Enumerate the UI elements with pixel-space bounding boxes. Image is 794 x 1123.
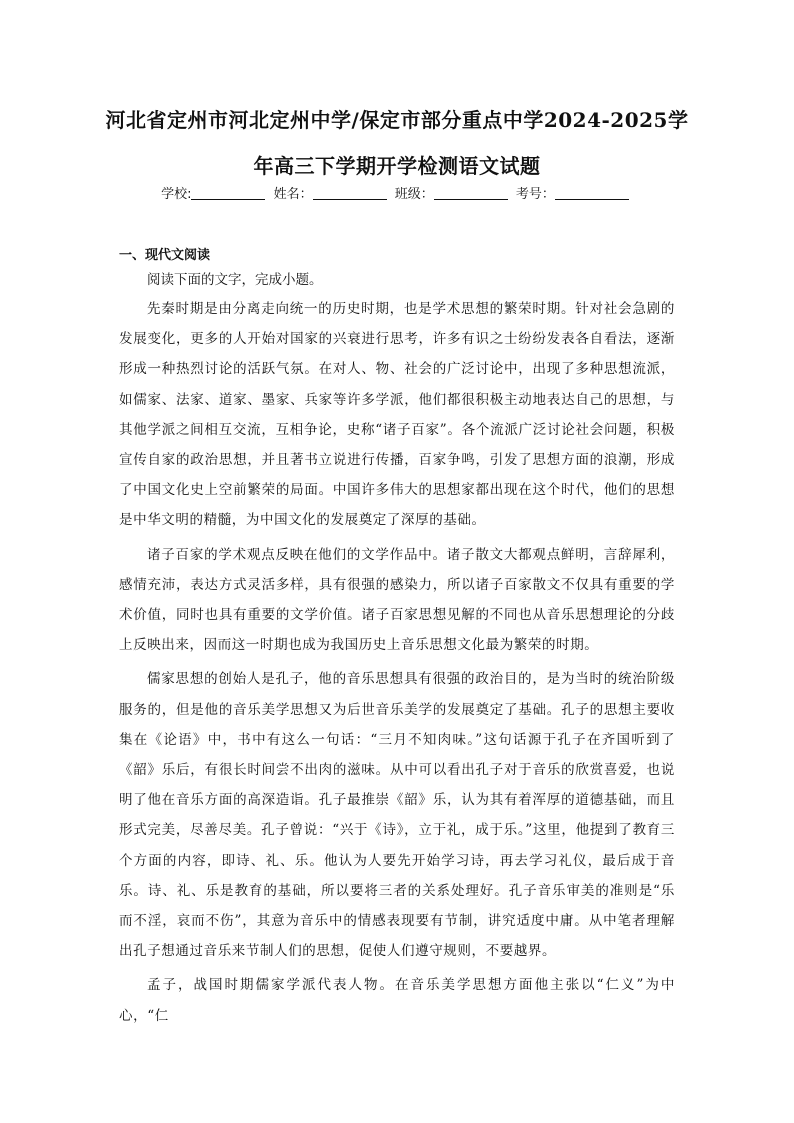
name-label: 姓名： <box>273 187 313 202</box>
name-blank[interactable] <box>313 187 387 200</box>
exam-number-label: 考号： <box>515 187 555 202</box>
passage-paragraph: 孟子，战国时期儒家学派代表人物。在音乐美学思想方面他主张以“仁义”为中心，“仁 <box>119 977 675 1024</box>
school-label: 学校: <box>161 187 192 202</box>
class-label: 班级： <box>394 187 434 202</box>
passage-paragraph: 诸子百家的学术观点反映在他们的文学作品中。诸子散文大都观点鲜明，言辞犀利，感情充沛，表达方式灵活多样，具有很强的感染力，所以诸子百家散文不仅具有重要的学术价值，同时也具有重要的文学价值。诸子百家思想见解的不同也从音乐思想理论的分歧上反映出来，因而这一时期也成为我国历史上音乐思想文化最为繁荣的时期。 <box>119 546 675 654</box>
exam-number-blank[interactable] <box>555 187 629 200</box>
exam-number-field <box>516 183 633 202</box>
school-blank[interactable] <box>191 187 265 200</box>
class-field <box>395 183 512 202</box>
class-blank[interactable] <box>434 187 508 200</box>
passage-paragraph: 儒家思想的创始人是孔子，他的音乐思想具有很强的政治目的，是为当时的统治阶级服务的，但是他的音乐美学思想又为后世音乐美学的发展奠定了基础。孔子的思想主要收集在《论语》中，书中有这么一句话：“三月不知肉味。”这句话源于孔子在齐国听到了《韶》乐后，有很长时间尝不出肉的滋味。从中可以看出孔子对于音乐的欣赏喜爱，也说明了他在音乐方面的高深造诣。孔子最推崇《韶》乐，认为其有着浑厚的道德基础，而且形式完美，尽善尽美。孔子曾说：“兴于《诗》，立于礼，成于乐。”这里，他提到了教育三个方面的内容，即诗、礼、乐。他认为人要先开始学习诗，再去学习礼仪，最后成于音乐。诗、礼、乐是教育的基础，所以要将三者的关系处理好。孔子音乐审美的准则是“乐而不淫，哀而不伤”，其意为音乐中的情感表现要有节制，讲究适度中庸。从中笔者理解出孔子想通过音乐来节制人们的思想，促使人们遵守规则，不要越界。 <box>119 671 675 960</box>
reading-instruction: 阅读下面的文字，完成小题。 <box>147 272 323 288</box>
exam-title-line-2: 年高三下学期开学检测语文试题 <box>253 154 541 178</box>
name-field <box>274 183 391 202</box>
student-info-row <box>0 183 794 202</box>
reading-passage <box>119 294 675 1035</box>
school-field <box>161 183 269 202</box>
exam-title-line-1: 河北省定州市河北定州中学/保定市部分重点中学2024-2025学 <box>105 108 689 132</box>
section-heading: 一、现代文阅读 <box>119 248 211 263</box>
passage-paragraph: 先秦时期是由分离走向统一的历史时期，也是学术思想的繁荣时期。针对社会急剧的发展变化，更多的人开始对国家的兴衰进行思考，许多有识之士纷纷发表各自看法，逐渐形成一种热烈讨论的活跃气氛。在对人、物、社会的广泛讨论中，出现了多种思想流派，如儒家、法家、道家、墨家、兵家等许多学派，他们都很积极主动地表达自己的思想，与其他学派之间相互交流，互相争论，史称“诸子百家”。各个流派广泛讨论社会问题，积极宣传自家的政治思想，并且著书立说进行传播，百家争鸣，引发了思想方面的浪潮，形成了中国文化史上空前繁荣的局面。中国许多伟大的思想家都出现在这个时代，他们的思想是中华文明的精髓，为中国文化的发展奠定了深厚的基础。 <box>119 301 675 529</box>
